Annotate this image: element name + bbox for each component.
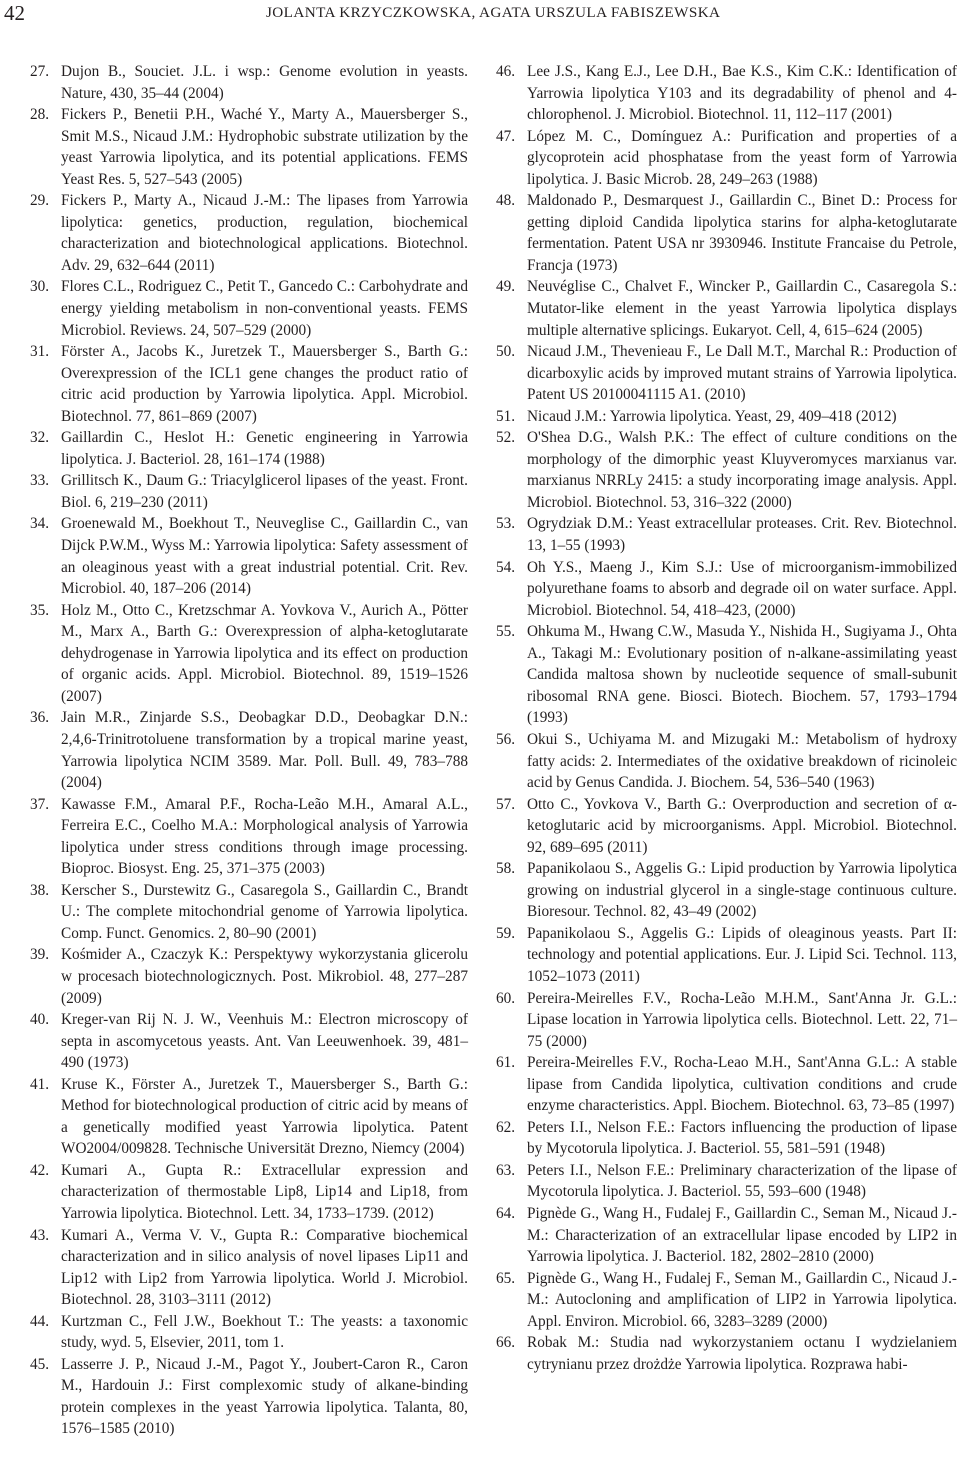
reference-number: 28. [30,106,50,124]
reference-item [496,406,957,428]
reference-text: Okui S., Uchiyama M. and Mizugaki M.: Metabolism of hydroxy fatty acids: 2. Intermediates of the oxidative breakdown of ricinoleic acid by Genus Candida. J. Biochem. 54, 536–540 (1963) [527,730,957,792]
running-head: JOLANTA KRZYCZKOWSKA, AGATA URSZULA FABISZEWSKA [266,4,721,21]
reference-item [496,794,957,859]
reference-item [30,1311,468,1354]
reference-text: Fickers P., Marty A., Nicaud J.-M.: The lipases from Yarrowia lipolytica: genetics, production, regulation, biochemical characterization and biotechnological applications. Biotechnol. Adv. 29, 632–644 (2011) [61,192,468,274]
reference-number: 58. [496,860,516,878]
reference-item [30,600,468,708]
reference-item [30,61,468,104]
reference-text: Nicaud J.M.: Yarrowia lipolytica. Yeast, 29, 409–418 (2012) [527,407,897,425]
reference-number: 38. [30,881,50,899]
reference-number: 41. [30,1075,50,1093]
reference-number: 34. [30,515,50,533]
reference-text: Dujon B., Souciet. J.L. i wsp.: Genome evolution in yeasts. Nature, 430, 35–44 (2004) [61,63,468,102]
reference-text: Ogrydziak D.M.: Yeast extracellular proteases. Crit. Rev. Biotechnol. 13, 1–55 (1993) [527,515,957,555]
reference-text: Pereira-Meirelles F.V., Rocha-Leão M.H.M., Sant'Anna Jr. G.L.: Lipase location in Yarrowia lipolytica cells. Biotechnol. Lett. 22, 71–75 (2000) [527,989,957,1050]
reference-item [496,190,957,276]
reference-item [496,1332,957,1375]
reference-text: Pignède G., Wang H., Fudalej F., Gaillardin C., Seman M., Nicaud J.-M.: Characterization of an extracellular lipase encoded by LIP2 in Yarrowia lipolytica. J. Bacteriol. 182, 2802–2810 (2000) [527,1204,957,1266]
reference-item [496,427,957,513]
page-number: 42 [4,1,25,25]
reference-text: Lee J.S., Kang E.J., Lee D.H., Bae K.S., Kim C.K.: Identification of Yarrowia lipolytica Y103 and its degradability of phenol and 4-chlorophenol. J. Microbiol. Biotechnol. 11, 112–117 (2001) [527,63,957,124]
reference-item [496,341,957,406]
reference-item [30,104,468,190]
reference-number: 55. [496,623,516,641]
reference-number: 29. [30,192,50,210]
reference-text: Kerscher S., Durstewitz G., Casaregola S., Gaillardin C., Brandt U.: The complete mitochondrial genome of Yarrowia lipolytica. Comp. Funct. Genomics. 2, 80–90 (2001) [61,881,468,942]
reference-item [496,513,957,556]
reference-text: Gaillardin C., Heslot H.: Genetic engineering in Yarrowia lipolytica. J. Bacteriol. 28, 161–174 (1988) [61,429,468,468]
reference-text: Peters I.I., Nelson F.E.: Preliminary characterization of the lipase of Mycotorula lipolytica. J. Bacteriol. 55, 593–600 (1948) [527,1161,957,1201]
reference-number: 51. [496,407,516,425]
reference-number: 27. [30,63,50,80]
reference-text: Kośmider A., Czaczyk K.: Perspektywy wykorzystania glicerolu w procesach biotechnologicznych. Post. Mikrobiol. 48, 277–287 (2009) [61,946,468,1007]
reference-number: 56. [496,730,516,748]
reference-number: 36. [30,709,50,727]
reference-number: 46. [496,63,516,80]
reference-text: Pereira-Meirelles F.V., Rocha-Leao M.H., Sant'Anna G.L.: A stable lipase from Candida lipolytica, cultivation conditions and crude enzyme characteristics. Appl. Biochem. Biotechnol. 63, 73–85 (1997) [527,1054,957,1115]
reference-number: 53. [496,515,516,533]
reference-item [496,1160,957,1203]
reference-text: López M. C., Domínguez A.: Purification and properties of a glycoprotein acid phosphatase from the yeast form of Yarrowia lipolytica. J. Basic Microb. 28, 249–263 (1988) [527,127,957,188]
reference-item [496,126,957,191]
reference-item [496,1052,957,1117]
reference-number: 39. [30,946,50,964]
reference-text: Otto C., Yovkova V., Barth G.: Overproduction and secretion of α-ketoglutaric acid by microorganisms. Appl. Microbiol. Biotechnol. 92, 689–695 (2011) [527,795,957,856]
reference-item [30,427,468,470]
reference-item [496,988,957,1053]
reference-number: 42. [30,1161,50,1179]
reference-text: Fickers P., Benetii P.H., Waché Y., Marty A., Mauersberger S., Smit M.S., Nicaud J.M.: Hydrophobic substrate utilization by the yeast Yarrowia lipolytica, and its potential applications. FEMS Yeast Res. 5, 527–543 (2005) [61,106,468,188]
reference-text: Kruse K., Förster A., Juretzek T., Mauersberger S., Barth G.: Method for biotechnological production of citric acid by means of a genetically modified yeast Yarrowia lipolytica. Patent WO2004/009828. Technische Universität Drezno, Niemcy (2004) [61,1075,468,1158]
reference-number: 45. [30,1355,50,1373]
reference-number: 64. [496,1204,516,1222]
reference-number: 59. [496,924,516,942]
reference-number: 30. [30,278,50,296]
reference-text: Kurtzman C., Fell J.W., Boekhout T.: The yeasts: a taxonomic study, wyd. 5, Elsevier, 2011, tom 1. [61,1312,468,1352]
reference-number: 50. [496,343,516,361]
reference-text: Pignède G., Wang H., Fudalej F., Seman M., Gaillardin C., Nicaud J.-M.: Autocloning and amplification of LIP2 in Yarrowia lipolytica. Appl. Environ. Microbiol. 66, 3283–3289 (2000) [527,1269,957,1330]
reference-number: 32. [30,429,50,447]
reference-number: 66. [496,1334,516,1352]
reference-item [30,276,468,341]
reference-text: Robak M.: Studia nad wykorzystaniem octanu I wydzielaniem cytrynianu przez drożdże Yarrowia lipolytica. Rozprawa habi- [527,1334,957,1373]
reference-number: 63. [496,1161,516,1179]
reference-text: Oh Y.S., Maeng J., Kim S.J.: Use of microorganism-immobilized polyurethane foams to absorb and degrade oil on water surface. Appl. Microbiol. Biotechnol. 54, 418–423, (2000) [527,558,957,619]
reference-text: Kawasse F.M., Amaral P.F., Rocha-Leão M.H., Amaral A.L., Ferreira E.C., Coelho M.A.: Morphological analysis of Yarrowia lipolytica under stress conditions through image processing. Bioproc. Biosyst. Eng. 25, 371–375 (2003) [61,795,468,878]
reference-item [30,1160,468,1225]
reference-text: Holz M., Otto C., Kretzschmar A. Yovkova V., Aurich A., Pötter M., Marx A., Barth G.: Overexpression of alpha-ketoglutarate dehydrogenase in Yarrowia lipolytica and its effect on production of organic acids. Appl. Microbiol. Biotechnol. 89, 1519–1526 (2007) [61,601,468,705]
reference-number: 31. [30,343,50,361]
reference-text: Papanikolaou S., Aggelis G.: Lipid production by Yarrowia lipolytica growing on industrial glycerol in a single-stage continuous culture. Bioresour. Technol. 82, 43–49 (2002) [527,860,957,921]
reference-item [30,1074,468,1160]
reference-item [30,1354,468,1440]
references-left-column [30,61,468,1440]
reference-number: 62. [496,1118,516,1136]
reference-number: 37. [30,795,50,813]
reference-number: 40. [30,1011,50,1029]
reference-number: 43. [30,1226,50,1244]
reference-text: Grillitsch K., Daum G.: Triacylglicerol lipases of the yeast. Front. Biol. 6, 219–230 (2011) [61,472,468,511]
reference-text: Kumari A., Gupta R.: Extracellular expression and characterization of thermostable Lip8, Lip14 and Lip18, from Yarrowia lipolytica. Biotechnol. Lett. 34, 1733–1739. (2012) [61,1161,468,1222]
reference-item [496,276,957,341]
reference-number: 47. [496,127,516,145]
reference-item [30,190,468,276]
reference-text: Maldonado P., Desmarquest J., Gaillardin C., Binet D.: Process for getting diploid Candida lipolytica starins for alpha-ketoglutarate fermentation. Patent USA nr 3930946. Institute Francaise du Petrole, Francja (1973) [527,192,957,274]
page-header [0,0,960,40]
reference-number: 49. [496,278,516,296]
reference-number: 33. [30,472,50,490]
reference-item [496,621,957,729]
reference-text: Nicaud J.M., Thevenieau F., Le Dall M.T., Marchal R.: Production of dicarboxylic acids by improved mutant strains of Yarrowia lipolytica. Patent US 20100041115 A1. (2010) [527,343,957,404]
reference-number: 52. [496,429,516,447]
reference-number: 65. [496,1269,516,1287]
reference-item [496,61,957,126]
reference-item [30,1009,468,1074]
reference-item [30,341,468,427]
reference-item [30,794,468,880]
reference-text: O'Shea D.G., Walsh P.K.: The effect of culture conditions on the morphology of the dimorphic yeast Kluyveromyces marxianus var. marxianus NRRLy 2415: a study incorporating image analysis. Appl. Microbiol. Biotechnol. 53, 316–322 (2000) [527,429,957,511]
reference-text: Kumari A., Verma V. V., Gupta R.: Comparative biochemical characterization and in silico analysis of novel lipases Lip11 and Lip12 with Lip2 from Yarrowia lipolytica. World J. Microbiol. Biotechnol. 28, 3103–3111 (2012) [61,1226,468,1309]
reference-number: 60. [496,989,516,1007]
reference-item [496,923,957,988]
reference-item [30,470,468,513]
reference-item [496,1268,957,1333]
reference-text: Groenewald M., Boekhout T., Neuveglise C., Gaillardin C., van Dijck P.W.M., Wyss M.: Yarrowia lipolytica: Safety assessment of an oleaginous yeast with a great industrial potential. Crit. Rev. Microbiol. 40, 187–206 (2014) [61,515,468,598]
reference-number: 57. [496,795,516,813]
reference-item [30,513,468,599]
reference-text: Papanikolaou S., Aggelis G.: Lipids of oleaginous yeasts. Part II: technology and potential applications. Eur. J. Lipid Sci. Technol. 113, 1052–1073 (2011) [527,924,957,985]
reference-text: Förster A., Jacobs K., Juretzek T., Mauersberger S., Barth G.: Overexpression of the ICL1 gene changes the product ratio of citric acid production by Yarrowia lipolytica. Appl. Microbiol. Biotechnol. 77, 861–869 (2007) [61,343,468,425]
reference-text: Jain M.R., Zinjarde S.S., Deobagkar D.D., Deobagkar D.N.: 2,4,6-Trinitrotoluene transformation by a tropical marine yeast, Yarrowia lipolytica NCIM 3589. Mar. Poll. Bull. 49, 783–788 (2004) [61,709,468,792]
reference-text: Flores C.L., Rodriguez C., Petit T., Gancedo C.: Carbohydrate and energy yielding metabolism in non-conventional yeasts. FEMS Microbiol. Reviews. 24, 507–529 (2000) [61,278,468,339]
reference-text: Peters I.I., Nelson F.E.: Factors influencing the production of lipase by Mycotorula lipolytica. J. Bacteriol. 55, 581–591 (1948) [527,1118,957,1158]
reference-text: Neuvéglise C., Chalvet F., Wincker P., Gaillardin C., Casaregola S.: Mutator-like element in the yeast Yarrowia lipolytica displays multiple alternative splicings. Eukaryot. Cell, 4, 615–624 (2005) [527,278,957,339]
reference-item [30,880,468,945]
reference-number: 44. [30,1312,50,1330]
reference-item [30,944,468,1009]
reference-item [496,1203,957,1268]
reference-number: 54. [496,558,516,576]
reference-number: 35. [30,601,50,619]
reference-item [496,557,957,622]
reference-item [496,729,957,794]
reference-text: Lasserre J. P., Nicaud J.-M., Pagot Y., Joubert-Caron R., Caron M., Hardouin J.: First complexomic study of alkane-binding protein complexes in the yeast Yarrowia lipolytica. Talanta, 80, 1576–1585 (2010) [61,1355,468,1438]
reference-text: Ohkuma M., Hwang C.W., Masuda Y., Nishida H., Sugiyama J., Ohta A., Takagi M.: Evolutionary position of n-alkane-assimilating yeast Candida maltosa shown by nucleotide sequence of small-subunit ribosomal RNA gene. Biosci. Biotech. Biochem. 57, 1793–1794 (1993) [527,623,957,727]
reference-number: 48. [496,192,516,210]
reference-item [496,1117,957,1160]
reference-item [30,1225,468,1311]
reference-item [496,858,957,923]
references-right-column [496,61,957,1375]
reference-number: 61. [496,1054,516,1072]
reference-item [30,707,468,793]
reference-text: Kreger-van Rij N. J. W., Veenhuis M.: Electron microscopy of septa in ascomycetous yeasts. Ant. Van Leeuwenhoek. 39, 481–490 (1973) [61,1011,468,1072]
